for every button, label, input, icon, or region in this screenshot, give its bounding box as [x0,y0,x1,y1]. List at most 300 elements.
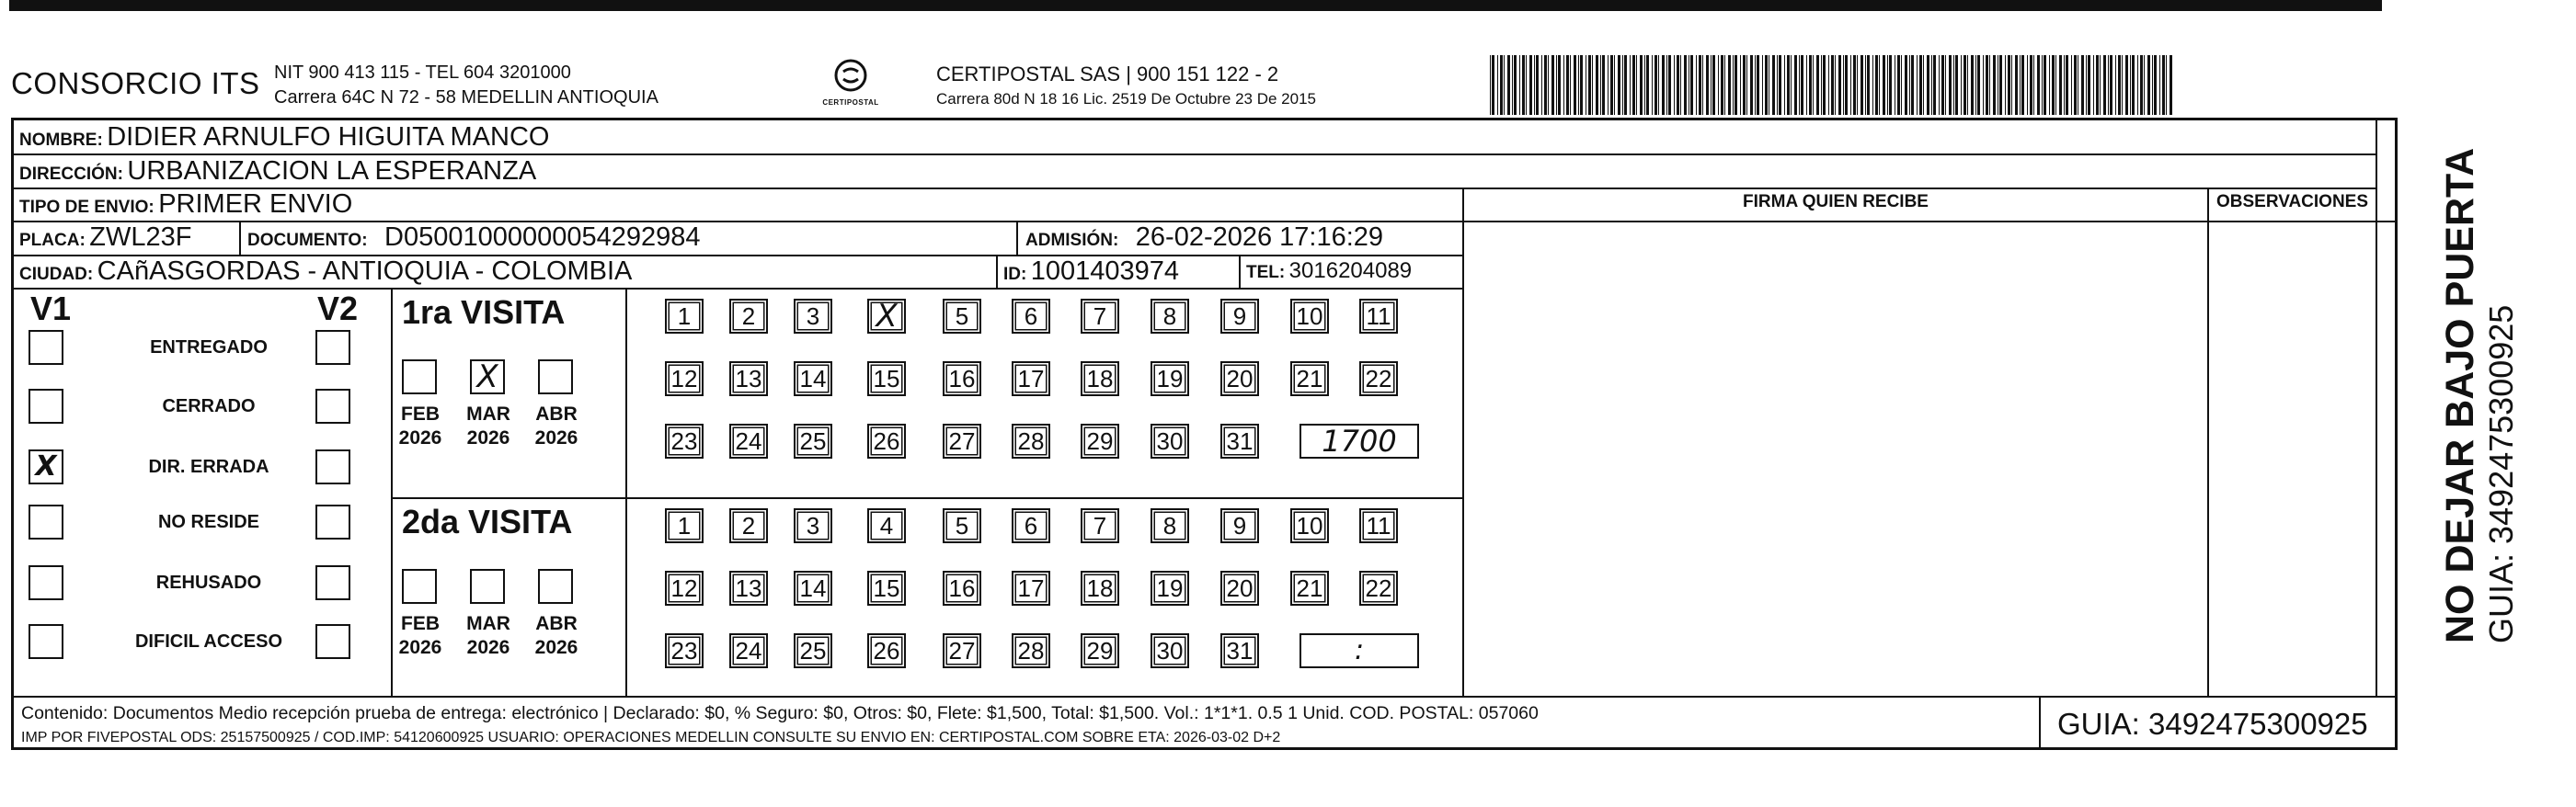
day-box[interactable]: 14 [794,571,832,606]
day-box[interactable]: 24 [729,424,768,459]
day-box[interactable]: 21 [1290,571,1329,606]
day-box[interactable]: 11 [1359,508,1398,543]
barcode-bar [1779,55,1781,115]
day-box[interactable]: 2 [729,299,768,334]
day-box[interactable]: 29 [1081,633,1119,668]
barcode-bar [1897,55,1900,115]
barcode-bar [2125,55,2128,115]
side-warning: NO DEJAR BAJO PUERTA [2438,147,2482,643]
day-box[interactable]: 9 [1220,508,1259,543]
month-checkbox[interactable] [538,569,573,604]
v2-checkbox[interactable] [315,624,350,659]
day-box[interactable]: 24 [729,633,768,668]
nombre-label: NOMBRE: [19,131,103,150]
status-label: REHUSADO [155,573,262,593]
barcode-bar [1541,55,1542,115]
placa-label: PLACA: [19,231,86,250]
barcode-bar [2005,55,2006,115]
barcode-bar [1497,55,1498,115]
month-checkbox[interactable] [402,569,437,604]
firma-header: FIRMA QUIEN RECIBE [1743,192,1929,211]
barcode-bar [2049,55,2050,115]
month-checkbox[interactable] [470,359,505,394]
top-border [9,0,2382,11]
barcode-bar [1993,55,1996,115]
side-text [2437,148,2520,643]
barcode-bar [1514,55,1517,115]
barcode-bar [2064,55,2065,115]
v2-checkbox[interactable] [315,330,350,365]
placa-value: ZWL23F [89,222,192,252]
barcode-bar [1963,55,1966,115]
month-year: 2026 [398,637,442,658]
barcode-bar [2020,55,2021,115]
barcode-bar [1608,55,1609,115]
barcode-bar [1986,55,1988,115]
barcode-bar [2055,55,2056,115]
barcode-bar [1718,55,1719,115]
barcode-bar [1551,55,1554,115]
month-name: ABR [535,613,578,634]
barcode-bar [2166,55,2167,115]
barcode-bar [1500,55,1503,115]
barcode-bar [2122,55,2123,115]
barcode-bar [1724,55,1725,115]
barcode-bar [1784,55,1785,115]
ciudad-cell [19,255,632,292]
month-name: ABR [535,404,578,425]
barcode-bar [1867,55,1870,115]
barcode-bar [1831,55,1834,115]
day-box[interactable]: 2 [729,508,768,543]
barcode-bar [2140,55,2143,115]
barcode-bar [2130,55,2131,115]
barcode-bar [1931,55,1932,115]
day-box[interactable]: 23 [665,633,704,668]
month-check-mark: X [476,358,498,395]
barcode-bar [2071,55,2072,115]
tipo-row [19,188,352,225]
barcode-bar [2144,55,2145,115]
barcode-bar [1762,55,1763,115]
day-box[interactable]: 7 [1081,508,1119,543]
barcode-bar [1945,55,1946,115]
barcode-bar [1821,55,1822,115]
ciudad-label: CIUDAD: [19,265,94,284]
barcode-bar [2027,55,2028,115]
barcode-bar [1674,55,1675,115]
barcode-bar [1680,55,1681,115]
barcode-bar [1624,55,1627,115]
barcode-bar [1835,55,1836,115]
barcode-bar [1850,55,1851,115]
barcode-bar [1712,55,1715,115]
barcode-bar [1684,55,1687,115]
day-box[interactable]: 30 [1151,424,1189,459]
day-box[interactable]: 17 [1012,571,1050,606]
day-box[interactable]: 5 [943,508,981,543]
nombre-row [19,120,549,158]
barcode-bar [1961,55,1962,115]
barcode-bar [1622,55,1623,115]
barcode-bar [2011,55,2012,115]
barcode-bar [1750,55,1753,115]
barcode-bar [2100,55,2101,115]
tel-cell [1246,255,1412,290]
barcode-bar [1662,55,1665,115]
barcode-bar [2052,55,2055,115]
day-box[interactable]: 28 [1012,633,1050,668]
barcode-bar [1548,55,1549,115]
barcode-bar [1596,55,1598,115]
barcode-bar [1512,55,1513,115]
barcode-bar [2033,55,2034,115]
day-box[interactable]: 6 [1012,508,1050,543]
barcode-bar [1668,55,1671,115]
certipostal-logo-icon [832,57,869,94]
barcode-bar [1809,55,1812,115]
imp-line: IMP POR FIVEPOSTAL ODS: 25157500925 / COD.IMP: 54120600925 USUARIO: OPERACIONES MEDELLIN CONSULTE SU ENVIO EN: CERTIPOSTAL.COM SOBRE ETA: 2026-03-02 D+2 [21,730,1281,745]
barcode-bar [1526,55,1527,115]
barcode-bar [2162,55,2165,115]
barcode-bar [2159,55,2160,115]
barcode-bar [1917,55,1918,115]
day-box[interactable]: 23 [665,424,704,459]
company-name: CONSORCIO ITS [11,66,260,100]
id-cell [1003,255,1179,292]
day-box[interactable]: 8 [1151,299,1189,334]
status-label: DIR. ERRADA [148,457,269,477]
barcode-bar [1911,55,1914,115]
barcode-bar [1919,55,1922,115]
barcode-bar [1632,55,1635,115]
delivery-form [11,118,2398,750]
day-box[interactable]: 16 [943,361,981,396]
barcode-bar [1806,55,1807,115]
barcode-bar [1646,55,1649,115]
day-box[interactable]: 15 [867,361,906,396]
barcode-bar [1574,55,1576,115]
month-label [529,612,584,660]
barcode-bar [1600,55,1601,115]
direccion-value: URBANIZACION LA ESPERANZA [127,156,537,186]
barcode-bar [1977,55,1980,115]
month-label [461,403,516,450]
barcode-bar [1721,55,1723,115]
month-label [529,403,584,450]
day-box[interactable]: 25 [794,633,832,668]
day-box[interactable]: 1 [665,508,704,543]
barcode-bar [1746,55,1747,115]
barcode-bar [1618,55,1620,115]
barcode-bar [1592,55,1593,115]
footer-guia: GUIA: 3492475300925 [2057,707,2368,741]
barcode-bar [1563,55,1564,115]
barcode-bar [1823,55,1826,115]
day-box[interactable]: 11 [1359,299,1398,334]
day-box[interactable]: 10 [1290,508,1329,543]
barcode-bar [2044,55,2046,115]
barcode-bar [1989,55,1990,115]
month-checkbox[interactable] [402,359,437,394]
barcode-bar [1519,55,1520,115]
month-year: 2026 [534,427,578,449]
v1-checkbox[interactable] [29,330,63,365]
barcode-bar [2086,55,2087,115]
company-info [274,61,658,110]
barcode-bar [1757,55,1759,115]
barcode-bar [2137,55,2138,115]
tel-label: TEL: [1246,263,1286,282]
day-box[interactable]: 5 [943,299,981,334]
barcode-bar [1740,55,1741,115]
barcode-bar [1799,55,1800,115]
day-box[interactable]: 27 [943,424,981,459]
day-box[interactable]: 28 [1012,424,1050,459]
barcode-bar [1883,55,1885,115]
day-box[interactable]: 20 [1220,571,1259,606]
barcode-bar [1933,55,1936,115]
v1-checkbox[interactable] [29,624,63,659]
barcode-bar [1666,55,1667,115]
day-box[interactable]: 8 [1151,508,1189,543]
barcode-bar [1813,55,1814,115]
day-box[interactable]: 13 [729,571,768,606]
barcode-bar [2015,55,2018,115]
month-label [393,612,448,660]
v2-checkbox[interactable] [315,565,350,600]
barcode-bar [1652,55,1653,115]
tipo-value: PRIMER ENVIO [158,189,353,219]
barcode-bar [2008,55,2010,115]
day-box[interactable]: 22 [1359,571,1398,606]
day-box[interactable]: 20 [1220,361,1259,396]
time-box[interactable]: : [1299,633,1419,668]
barcode-bar [1706,55,1709,115]
certipostal-line: CERTIPOSTAL SAS | 900 151 122 - 2 [936,63,1279,85]
barcode-bar [2103,55,2106,115]
day-box[interactable]: 1 [665,299,704,334]
day-box[interactable]: 31 [1220,424,1259,459]
barcode-bar [1828,55,1829,115]
month-checkbox[interactable] [470,569,505,604]
barcode-bar [1983,55,1984,115]
day-box[interactable]: 26 [867,424,906,459]
nombre-value: DIDIER ARNULFO HIGUITA MANCO [107,122,550,152]
barcode-bar [2021,55,2024,115]
certipostal-address: Carrera 80d N 18 16 Lic. 2519 De Octubre 23 De 2015 [936,90,1316,108]
barcode-bar [1857,55,1858,115]
documento-cell [247,221,701,258]
barcode-bar [1901,55,1902,115]
barcode-bar [1845,55,1848,115]
admision-value: 26-02-2026 17:16:29 [1135,222,1384,252]
day-box[interactable]: 4 [867,508,906,543]
day-box[interactable]: 29 [1081,424,1119,459]
barcode-bar [1838,55,1841,115]
barcode-bar [1570,55,1571,115]
month-label [461,612,516,660]
day-box[interactable]: 12 [665,361,704,396]
barcode-bar [2118,55,2121,115]
nit-line: NIT 900 413 115 - TEL 604 3201000 [274,63,571,83]
barcode-bar [1787,55,1790,115]
barcode-bar [1853,55,1856,115]
barcode-bar [1927,55,1929,115]
day-box[interactable]: 9 [1220,299,1259,334]
barcode-bar [2154,55,2157,115]
barcode-bar [1602,55,1605,115]
month-year: 2026 [466,637,510,658]
barcode-bar [1677,55,1679,115]
v1-checkbox[interactable] [29,505,63,540]
month-name: MAR [466,404,510,425]
day-box[interactable]: 26 [867,633,906,668]
day-box[interactable]: 30 [1151,633,1189,668]
day-box[interactable]: 6 [1012,299,1050,334]
status-label: CERRADO [162,396,256,416]
day-box[interactable]: 13 [729,361,768,396]
barcode-bar [1875,55,1878,115]
barcode-bar [2147,55,2150,115]
placa-cell [19,221,191,258]
address-line: Carrera 64C N 72 - 58 MEDELLIN ANTIOQUIA [274,87,658,108]
status-label: NO RESIDE [157,512,260,532]
barcode-bar [1794,55,1797,115]
month-name: MAR [466,613,510,634]
barcode-bar [1975,55,1976,115]
barcode-bar [1816,55,1819,115]
barcode-bar [1529,55,1532,115]
certipostal-info [936,63,1316,108]
barcode-bar [1801,55,1803,115]
barcode-bar [1536,55,1539,115]
month-name: FEB [401,404,440,425]
barcode-bar [1610,55,1613,115]
month-checkbox[interactable] [538,359,573,394]
barcode-bar [1614,55,1615,115]
barcode-bar [2037,55,2040,115]
v2-checkbox[interactable] [315,389,350,424]
barcode-bar [1728,55,1731,115]
day-box[interactable]: 18 [1081,571,1119,606]
day-box[interactable]: 10 [1290,299,1329,334]
barcode-bar [1872,55,1873,115]
v2-checkbox[interactable] [315,449,350,484]
v1-check-mark: X [35,450,57,483]
day-box[interactable]: 16 [943,571,981,606]
time-box[interactable]: 1700 [1299,424,1419,459]
barcode-bar [1580,55,1583,115]
barcode-bar [1735,55,1737,115]
barcode-bar [2030,55,2032,115]
v2-label: V2 [317,290,359,327]
certipostal-logo [814,57,887,107]
barcode-bar [1702,55,1703,115]
barcode-bar [1941,55,1944,115]
barcode-bar [1711,55,1712,115]
barcode-bar [2059,55,2062,115]
barcode-bar [1923,55,1924,115]
barcode-bar [1887,55,1888,115]
admision-cell [1025,221,1383,258]
day-box[interactable]: 31 [1220,633,1259,668]
barcode-bar [1765,55,1768,115]
barcode-bar [1889,55,1892,115]
barcode-bar [1949,55,1952,115]
id-value: 1001403974 [1030,256,1180,286]
day-box[interactable]: 18 [1081,361,1119,396]
day-box[interactable]: 19 [1151,361,1189,396]
v2-checkbox[interactable] [315,505,350,540]
barcode-bar [1860,55,1863,115]
barcode-bar [1699,55,1701,115]
barcode-bar [1690,55,1693,115]
v1-label: V1 [30,290,72,327]
barcode-bar [1777,55,1778,115]
day-box[interactable]: 7 [1081,299,1119,334]
barcode-bar [1953,55,1954,115]
barcode-bar [2170,55,2172,115]
day-box[interactable]: 25 [794,424,832,459]
barcode-bar [1507,55,1510,115]
day-box[interactable]: 19 [1151,571,1189,606]
barcode-bar [1556,55,1557,115]
barcode-bar [1534,55,1535,115]
barcode-bar [2110,55,2112,115]
day-box[interactable]: 17 [1012,361,1050,396]
day-box[interactable]: 12 [665,571,704,606]
visit-title: 2da VISITA [402,503,573,540]
barcode-bar [1743,55,1746,115]
v1-checkbox[interactable] [29,449,63,484]
logo-text: CERTIPOSTAL [822,98,879,107]
day-box[interactable]: 14 [794,361,832,396]
day-box[interactable]: 3 [794,299,832,334]
barcode-bar [1588,55,1591,115]
day-box[interactable]: 21 [1290,361,1329,396]
barcode-bar [1791,55,1792,115]
day-box[interactable]: 3 [794,508,832,543]
month-label [393,403,448,450]
direccion-row [19,154,536,192]
v1-checkbox[interactable] [29,565,63,600]
barcode-bar [1905,55,1907,115]
barcode-bar [1879,55,1880,115]
documento-label: DOCUMENTO: [247,231,368,250]
barcode-bar [1999,55,2002,115]
barcode-bar [1578,55,1579,115]
barcode-bar [1566,55,1569,115]
day-box[interactable]: X [867,299,906,334]
admision-label: ADMISIÓN: [1025,231,1119,250]
status-label: ENTREGADO [150,337,268,358]
v1-checkbox[interactable] [29,389,63,424]
barcode-bar [2096,55,2099,115]
day-box[interactable]: 22 [1359,361,1398,396]
barcode-bar [1971,55,1974,115]
barcode-bar [1658,55,1659,115]
barcode-bar [1630,55,1631,115]
barcode-bar [1955,55,1958,115]
barcode-bar [1843,55,1844,115]
day-box[interactable]: 27 [943,633,981,668]
barcode-bar [1544,55,1547,115]
documento-value: D05001000000054292984 [384,222,701,252]
barcode-bar [2152,55,2153,115]
day-box[interactable]: 15 [867,571,906,606]
barcode-bar [1967,55,1968,115]
